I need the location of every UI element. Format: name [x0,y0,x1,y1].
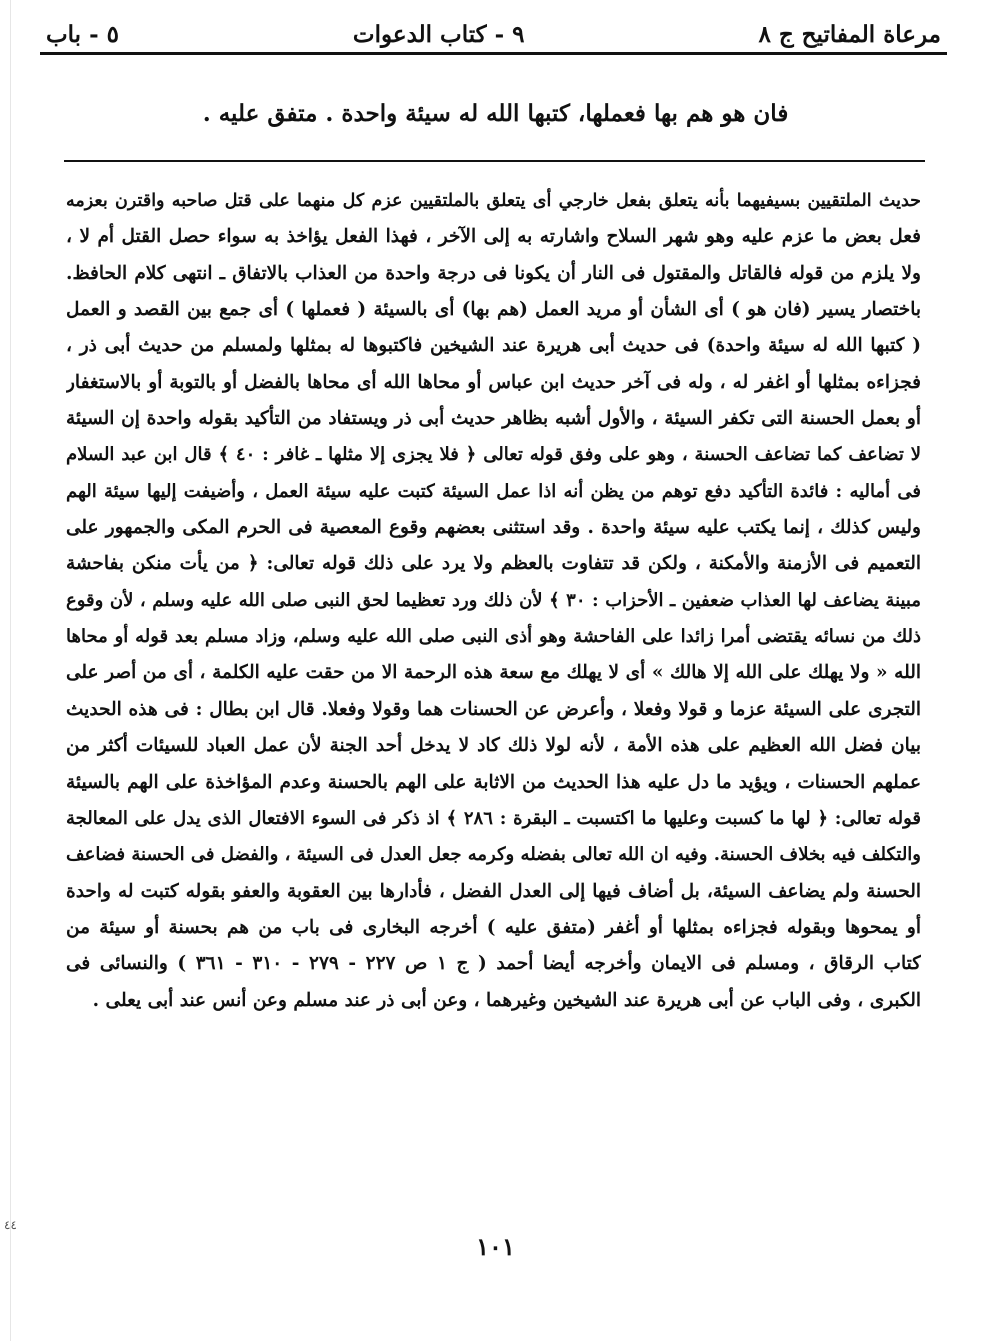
scan-edge-shadow [10,0,11,1341]
running-header [46,14,941,54]
commentary-line: وليس كذلك ، إنما يكتب عليه سيئة واحدة . وقد استثنى بعضهم وقوع المعصية فى الحرم المكى والجمهور على [66,517,921,539]
page-number: ١٠١ [476,1232,515,1261]
commentary-body [66,183,921,1019]
margin-mark: ٤٤ [4,1218,17,1232]
commentary-line: كتاب الرقاق ، ومسلم فى الايمان وأخرجه أيضا أحمد ( ج ١ ص ٢٢٧ - ٢٧٩ - ٣١٠ - ٣٦١ ) والنسائى فى [66,953,921,975]
header-rule [40,52,947,55]
commentary-line: فجزاءه بمثلها أو اغفر له ، وله فى آخر حديث ابن عباس أو محاها الله أى محاها بالفضل أو بالتوبة أو بالاستغفار [66,371,921,393]
commentary-line: لا تضاعف كما تضاعف الحسنة ، وهو على وفق قوله تعالى ﴿ فلا يجزى إلا مثلها ـ غافر : ٤٠ ﴾ قال ابن عبد السلام [66,444,921,466]
commentary-line: فى أماليه : فائدة التأكيد دفع توهم من يظن أنه اذا عمل السيئة كتبت عليه سيئة العمل ، وأضيفت إليها سيئة الهم [66,480,921,502]
header-chapter: ٩ - كتاب الدعوات [352,20,525,48]
commentary-line: الله « ولا يهلك على الله إلا هالك » أى لا يهلك مع سعة هذه الرحمة الا من حقت عليه الكلمة ، أى من أصر على [66,662,921,684]
commentary-line: أو بعمل الحسنة التى تكفر السيئة ، والأول أشبه بظاهر حديث أبى ذر ويستفاد من التأكيد بقوله واحدة إن السيئة [66,408,921,430]
commentary-line: التجرى على السيئة عزما و قولا وفعلا ، وأعرض عن الحسنات هما وقولا وفعلا. قال ابن بطال : فى هذه الحديث [66,698,921,720]
header-section: ٥ - باب [46,20,119,48]
commentary-line: ولا يلزم من قوله فالقاتل والمقتول فى النار أن يكونا فى درجة واحدة من العذاب بالاتفاق ـ انتهى كلام الحافظ. [66,262,921,284]
header-book-title: مرعاة المفاتيح ج ٨ [758,20,941,48]
commentary-line: قوله تعالى: ﴿ لها ما كسبت وعليها ما اكتسبت ـ البقرة : ٢٨٦ ﴾ اذ ذكر فى السوء الافتعال الذى يدل على المعالجة [66,807,921,829]
commentary-line: فعل بعض ما عزم عليه وهو شهر السلاح واشارته به إلى الآخر ، فهذا الفعل يؤاخذ به سواء حصل القتل أم لا ، [66,226,921,248]
commentary-line: الكبرى ، وفى الباب عن أبى هريرة عند الشيخين وغيرهما ، وعن أبى ذر عند مسلم وعن أنس عند أبى يعلى . [92,989,921,1011]
commentary-line: ( كتبها الله له سيئة واحدة) فى حديث أبى هريرة عند الشيخين فاكتبوها له بمثلها ولمسلم من حديث أبى ذر ، [66,335,921,357]
commentary-line: باختصار يسير (فان هو ) أى الشأن أو مريد العمل (هم بها) أى بالسيئة ( فعملها ) أى جمع بين القصد و العمل [66,299,921,321]
commentary-line: أو يمحوها وبقوله فجزاءه بمثلها أو أغفر (متفق عليه ) أخرجه البخارى فى باب من هم بحسنة أو سيئة من [66,916,921,938]
commentary-line: الحسنة ولم يضاعف السيئة، بل أضاف فيها إلى العدل الفضل ، فأدارها بين العقوبة والعفو بقوله كتبت له واحدة [66,880,921,902]
commentary-line: والتكلف فيه بخلاف الحسنة. وفيه ان الله تعالى بفضله وكرمه جعل العدل فى السيئة ، والفضل فى الحسنة فضاعف [66,844,921,866]
commentary-line: عملهم الحسنات ، ويؤيد ما دل عليه هذا الحديث من الاثابة على الهم بالحسنة وعدم المؤاخذة على الهم بالسيئة [66,771,921,793]
commentary-line: التعميم فى الأزمنة والأمكنة ، ولكن قد تتفاوت بالعظم ولا يرد على ذلك قوله تعالى: ﴿ من يأت منكن بفاحشة [66,553,921,575]
commentary-line: حديث الملتقيين بسيفيهما بأنه يتعلق بفعل خارجي أى يتعلق بالملتقيين عزم كل منهما على قتل صاحبه واقترن بعزمه [66,191,921,211]
commentary-line: مبينة يضاعف لها العذاب ضعفين ـ الأحزاب : ٣٠ ﴾ لأن ذلك ورد تعظيما لحق النبى صلى الله عليه وسلم ، لأن وقوع [66,589,921,611]
commentary-line: بيان فضل الله العظيم على هذه الأمة ، لأنه لولا ذلك كاد لا يدخل أحد الجنة لأن عمل العباد للسيئات أكثر من [66,735,921,757]
commentary-line: ذلك من نسائه يقتضى أمرا زائدا على الفاحشة وهو أذى النبى صلى الله عليه وسلم، وزاد مسلم بعد قوله أو محاها [66,626,921,648]
hadith-text: فان هو هم بها فعملها، كتبها الله له سيئة واحدة . متفق عليه . [202,100,789,127]
commentary-divider [64,160,925,162]
